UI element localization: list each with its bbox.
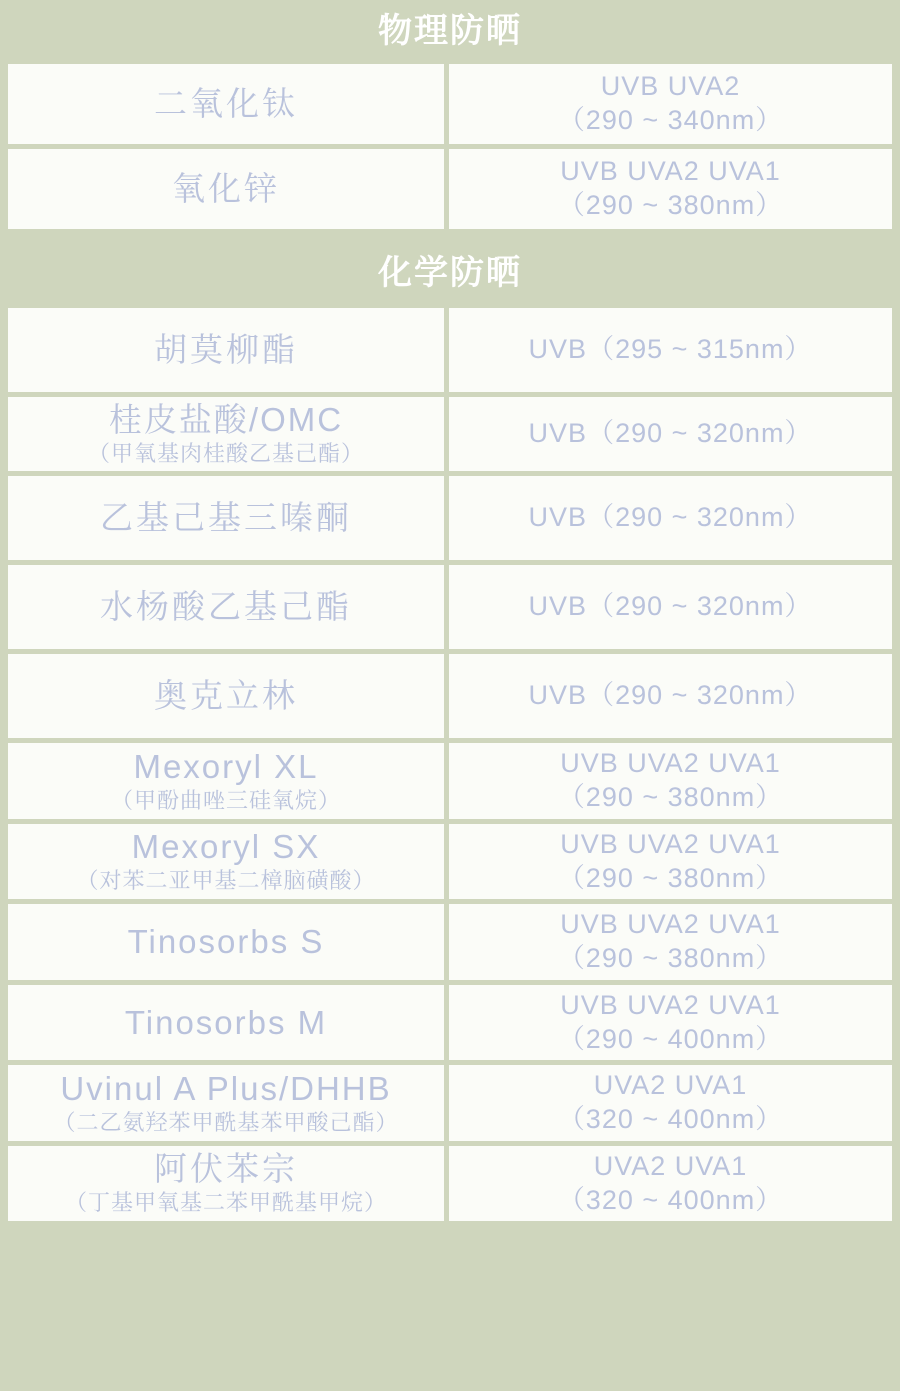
uv-range-cell [449, 985, 892, 1061]
uv-wavelength: （320 ~ 400nm） [557, 1184, 784, 1215]
ingredient-name-alt: （丁基甲氧基二苯甲酰基甲烷） [64, 1190, 387, 1216]
ingredient-name: 奥克立林 [154, 677, 298, 715]
uv-range-cell [449, 904, 892, 980]
ingredient-name-cell [8, 743, 444, 819]
table-row [8, 565, 892, 649]
uv-wavelength: （290 ~ 380nm） [557, 782, 784, 813]
uv-wavelength: （290 ~ 340nm） [557, 105, 784, 135]
ingredient-name-alt: （二乙氨羟苯甲酰基苯甲酸己酯） [53, 1109, 399, 1135]
ingredient-name-cell [8, 565, 444, 649]
ingredient-name: 水杨酸乙基己酯 [100, 588, 352, 626]
ingredient-name-alt: （对苯二亚甲基二樟脑磺酸） [76, 868, 376, 894]
uv-range-cell [449, 64, 892, 144]
uv-types: UVB（290 ~ 320nm） [528, 502, 813, 533]
uv-range-cell [449, 397, 892, 471]
ingredient-name: Tinosorbs S [127, 923, 325, 961]
ingredient-name-cell [8, 904, 444, 980]
table-row [8, 1146, 892, 1222]
uv-range-cell [449, 308, 892, 392]
ingredient-name-alt: （甲氧基肉桂酸乙基己酯） [87, 440, 364, 466]
uv-range-cell [449, 654, 892, 738]
ingredient-name-cell [8, 308, 444, 392]
ingredient-name: Uvinul A Plus/DHHB [60, 1069, 392, 1107]
ingredient-name-cell [8, 476, 444, 560]
ingredient-name-cell [8, 654, 444, 738]
ingredient-name: Mexoryl XL [133, 747, 319, 785]
uv-types: UVB UVA2 [600, 71, 741, 102]
table-row [8, 149, 892, 229]
ingredient-name: Tinosorbs M [124, 1003, 328, 1041]
uv-types: UVB（290 ~ 320nm） [528, 591, 813, 622]
uv-wavelength: （320 ~ 400nm） [557, 1104, 784, 1135]
uv-range-cell [449, 1065, 892, 1141]
ingredient-name: 乙基己基三嗪酮 [100, 499, 352, 537]
table-row [8, 64, 892, 144]
ingredient-name-cell [8, 1065, 444, 1141]
uv-types: UVA2 UVA1 [593, 1070, 748, 1101]
uv-range-cell [449, 1146, 892, 1222]
uv-range-cell [449, 824, 892, 900]
ingredient-name-cell [8, 149, 444, 229]
uv-types: UVA2 UVA1 [593, 1150, 748, 1181]
table-row [8, 985, 892, 1061]
uv-types: UVB（290 ~ 320nm） [528, 680, 813, 711]
section-title-physical: 物理防晒 [378, 12, 522, 50]
uv-wavelength: （290 ~ 380nm） [557, 943, 784, 974]
uv-wavelength: （290 ~ 380nm） [557, 862, 784, 893]
table-row [8, 904, 892, 980]
table-row [8, 476, 892, 560]
ingredient-name-cell [8, 1146, 444, 1222]
table-row [8, 397, 892, 471]
uv-wavelength: （290 ~ 380nm） [557, 190, 784, 220]
table-row [8, 308, 892, 392]
uv-types: UVB（295 ~ 315nm） [528, 334, 813, 365]
ingredient-name: 阿伏苯宗 [153, 1150, 298, 1188]
table-row [8, 1065, 892, 1141]
uv-types: UVB UVA2 UVA1 [560, 909, 781, 940]
ingredient-name: 氧化锌 [172, 170, 280, 208]
ingredient-name: 二氧化钛 [154, 85, 298, 123]
ingredient-name-cell [8, 824, 444, 900]
ingredient-name: Mexoryl SX [131, 828, 321, 866]
ingredient-name: 胡莫柳酯 [154, 331, 298, 369]
ingredient-name: 桂皮盐酸/OMC [108, 401, 344, 438]
uv-range-cell [449, 743, 892, 819]
uv-types: UVB UVA2 UVA1 [560, 156, 781, 187]
table-row [8, 824, 892, 900]
uv-types: UVB UVA2 UVA1 [560, 989, 781, 1020]
ingredient-name-cell [8, 64, 444, 144]
table-row [8, 654, 892, 738]
uv-range-cell [449, 149, 892, 229]
uv-wavelength: （290 ~ 400nm） [557, 1023, 784, 1054]
ingredient-name-alt: （甲酚曲唑三硅氧烷） [110, 787, 341, 813]
ingredient-name-cell [8, 985, 444, 1061]
uv-types: UVB UVA2 UVA1 [560, 828, 781, 859]
uv-range-cell [449, 565, 892, 649]
uv-types: UVB UVA2 UVA1 [560, 748, 781, 779]
table-row [8, 743, 892, 819]
uv-range-cell [449, 476, 892, 560]
ingredient-name-cell [8, 397, 444, 471]
uv-types: UVB（290 ~ 320nm） [528, 418, 813, 449]
section-title-chemical: 化学防晒 [378, 254, 522, 292]
